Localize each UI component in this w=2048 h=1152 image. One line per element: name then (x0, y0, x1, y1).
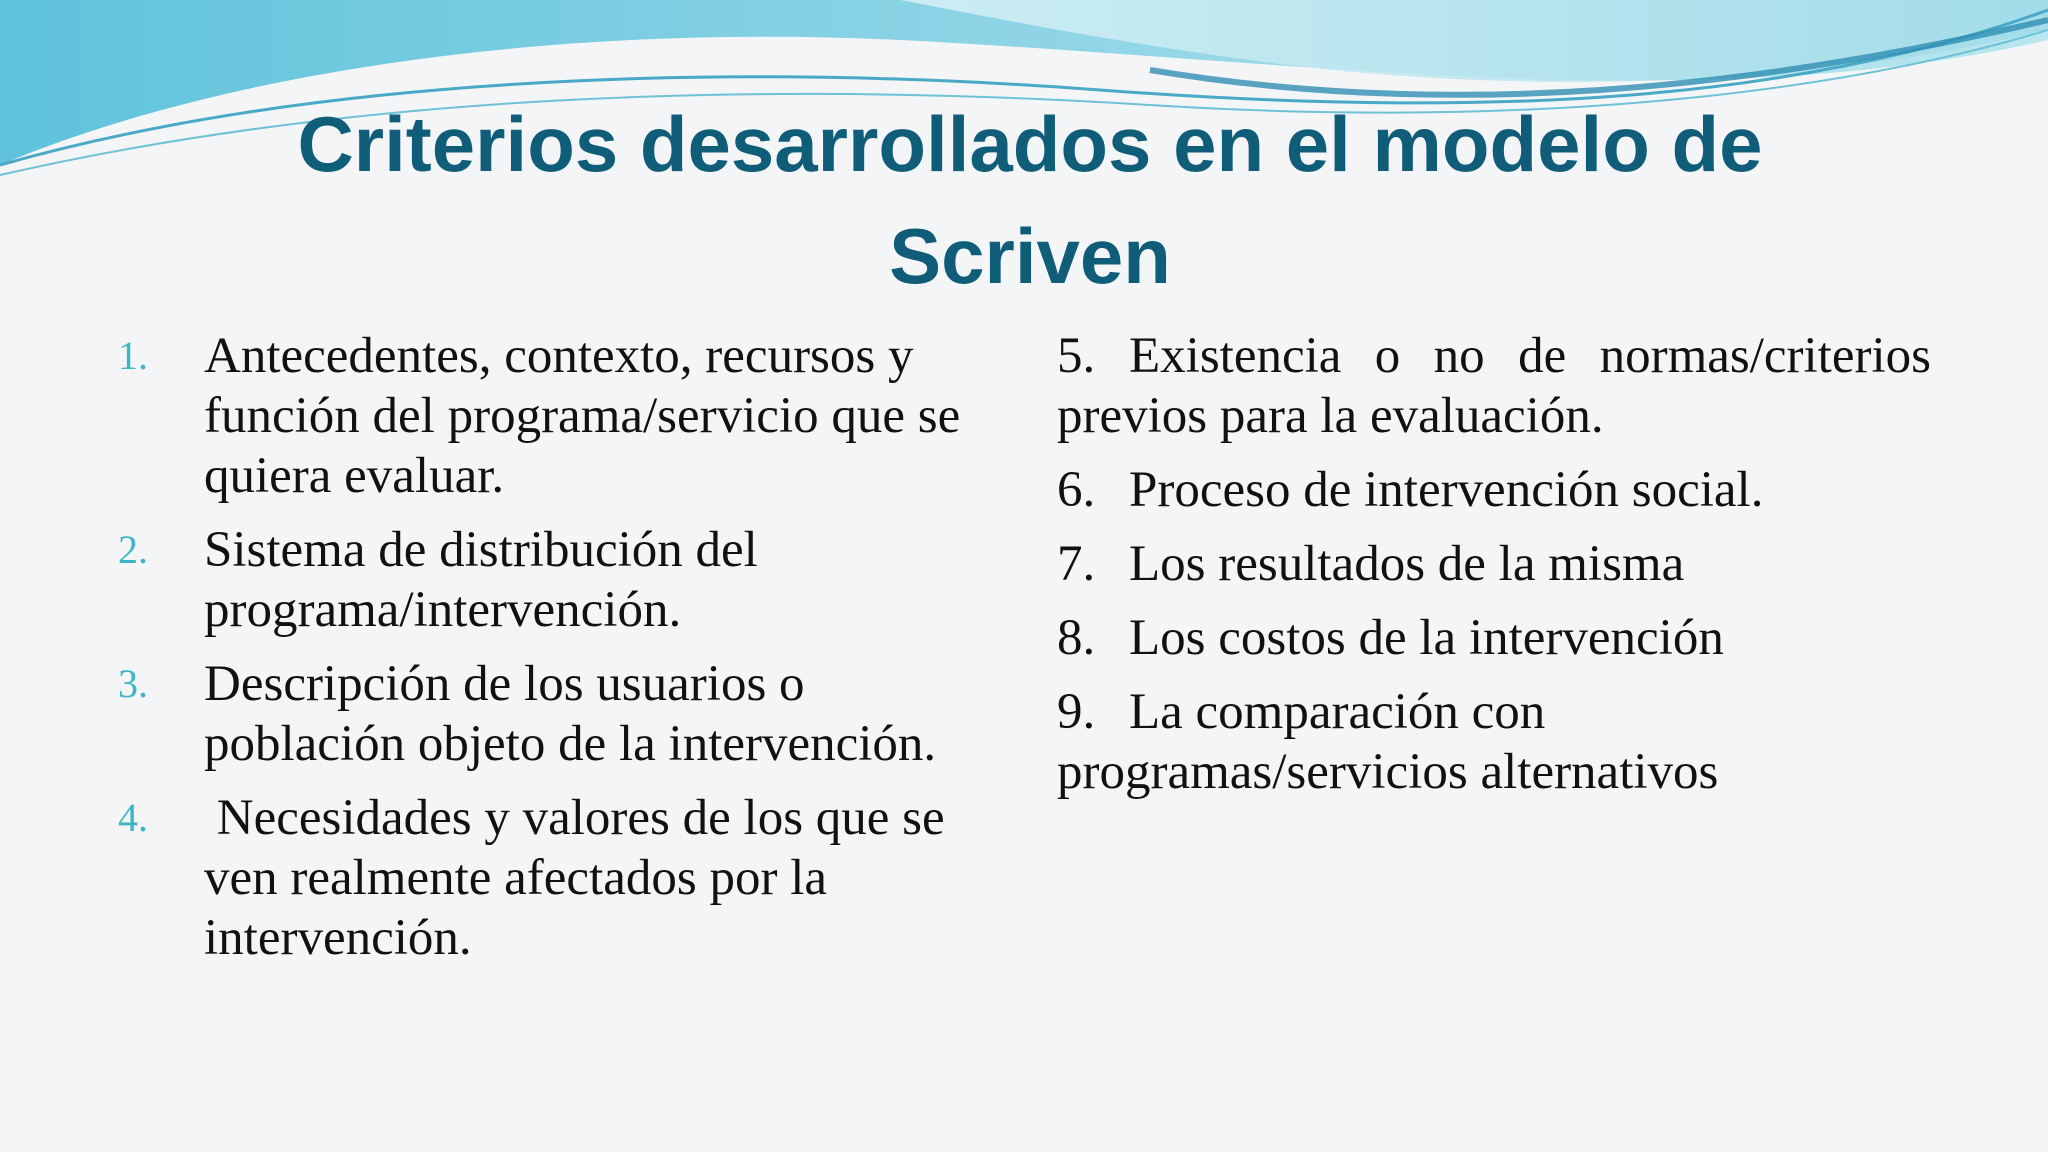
list-number: 5. (1057, 328, 1096, 384)
slide-title (140, 88, 1920, 312)
list-item (1057, 608, 1931, 668)
list-item-text: Antecedentes, contexto, recursos y función del programa/servicio que se quiera evaluar. (204, 328, 961, 504)
list-number: 2. (118, 527, 148, 572)
list-item-text: Los resultados de la misma (1129, 536, 1685, 592)
list-item-text: Descripción de los usuarios o población objeto de la intervención. (204, 656, 937, 772)
list-number: 6. (1057, 462, 1096, 518)
list-item (118, 654, 998, 774)
list-item-text: Sistema de distribución del programa/intervención. (204, 522, 758, 638)
list-number: 3. (118, 661, 148, 706)
title-line-2: Scriven (889, 212, 1171, 300)
list-item-text: Existencia o no de normas/criterios previos para la evaluación. (1057, 328, 1931, 444)
list-number: 1. (118, 333, 148, 378)
list-item-text: Proceso de intervención social. (1129, 462, 1764, 518)
list-number: 7. (1057, 536, 1096, 592)
list-number: 4. (118, 795, 148, 840)
title-line-1: Criterios desarrollados en el modelo de (297, 100, 1763, 188)
list-item (1057, 534, 1931, 594)
list-item-text: Los costos de la intervención (1129, 610, 1724, 666)
list-number: 8. (1057, 610, 1096, 666)
list-item (1057, 682, 1931, 802)
list-item-text: Necesidades y valores de los que se ven realmente afectados por la intervención. (204, 790, 958, 966)
list-number: 9. (1057, 684, 1096, 740)
list-item (1057, 326, 1931, 446)
list-item (118, 788, 998, 968)
criteria-list-left (118, 326, 998, 982)
list-item-text: La comparación con programas/servicios alternativos (1057, 684, 1719, 800)
criteria-list-right (1057, 326, 1931, 816)
list-item (118, 520, 998, 640)
list-item (1057, 460, 1931, 520)
list-item (118, 326, 998, 506)
